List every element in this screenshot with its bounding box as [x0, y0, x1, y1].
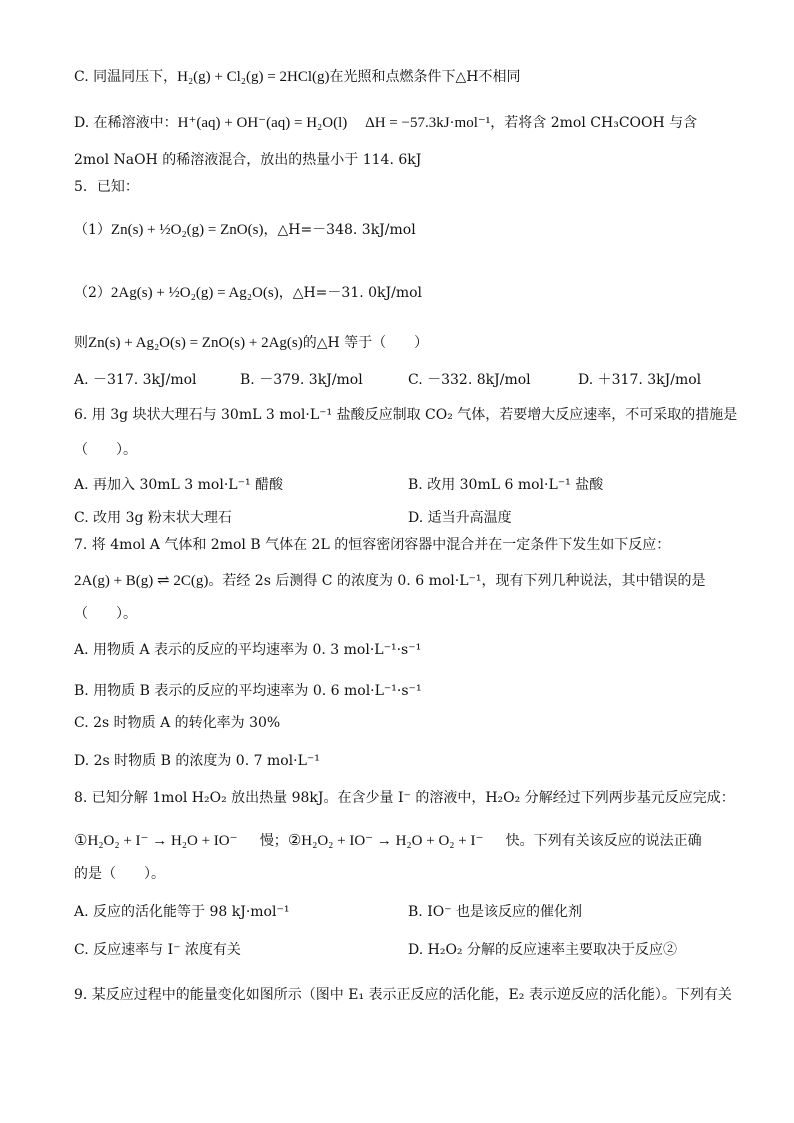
q5-r1-equation: Zn(s) + ½O₂(g) = ZnO(s) — [110, 222, 264, 238]
option-4d-enthalpy: ΔH = −57.3kJ·mol⁻¹ — [365, 115, 491, 131]
option-4c — [74, 67, 520, 87]
q6-option-b: B. 改用 30mL 6 mol·L⁻¹ 盐酸 — [408, 477, 604, 493]
option-4d — [74, 113, 697, 133]
q7-option-c: C. 2s 时物质 A 的转化率为 30% — [74, 715, 281, 731]
option-4c-equation: H₂(g) + Cl₂(g) = 2HCl(g) — [177, 69, 330, 85]
q5-r1-enthalpy: ，△H=－348. 3kJ/mol — [263, 222, 416, 238]
q5-r1-label: （1） — [74, 222, 111, 238]
q6-option-a: A. 再加入 30mL 3 mol·L⁻¹ 醋酸 — [74, 477, 284, 493]
q8-step1-speed: 慢； — [259, 833, 288, 849]
q5-ask-equation: Zn(s) + Ag₂O(s) = ZnO(s) + 2Ag(s) — [88, 335, 303, 351]
q8-stem-line3: 的是（ ）。 — [74, 866, 165, 882]
q7-option-a: A. 用物质 A 表示的反应的平均速率为 0. 3 mol·L⁻¹·s⁻¹ — [74, 642, 422, 658]
q8-step2-tail: 快。下列有关该反应的说法正确 — [505, 833, 702, 849]
q7-equation: 2A(g) + B(g) ⇌ 2C(g) — [74, 573, 209, 589]
q8-option-c: C. 反应速率与 I⁻ 浓度有关 — [74, 942, 241, 958]
q8-option-b: B. IO⁻ 也是该反应的催化剂 — [408, 904, 583, 920]
q7-stem-line2 — [74, 571, 706, 591]
q9-stem: 9. 某反应过程中的能量变化如图所示（图中 E₁ 表示正反应的活化能，E₂ 表示逆反应的活化能）。下列有关 — [74, 987, 732, 1003]
option-4d-tail: ，若将含 2mol CH₃COOH 与含 — [490, 115, 698, 131]
q5-reaction-1 — [74, 220, 416, 240]
option-4d-line2: 2mol NaOH 的稀溶液混合，放出的热量小于 114. 6kJ — [74, 152, 422, 168]
q5-r2-equation: 2Ag(s) + ½O₂(g) = Ag₂O(s) — [110, 285, 279, 301]
q5-r2-label: （2） — [74, 285, 111, 301]
q5-r2-enthalpy: ，△H=－31. 0kJ/mol — [278, 285, 423, 301]
q7-stem-line2-tail: 。若经 2s 后测得 C 的浓度为 0. 6 mol·L⁻¹，现有下列几种说法，其中错误的是 — [208, 573, 706, 589]
q8-step1-equation: ①H₂O₂ + I⁻ → H₂O + IO⁻ — [74, 833, 238, 849]
q8-stem-line1: 8. 已知分解 1mol H₂O₂ 放出热量 98kJ。在含少量 I⁻ 的溶液中，H₂O₂ 分解经过下列两步基元反应完成： — [74, 790, 735, 806]
option-4c-lead: C. 同温同压下， — [74, 69, 178, 85]
q5-option-b: B. －379. 3kJ/mol — [240, 372, 363, 388]
q5-stem: 5．已知： — [74, 179, 139, 195]
q8-step2-equation: ②H₂O₂ + IO⁻ → H₂O + O₂ + I⁻ — [287, 833, 484, 849]
q5-ask — [74, 333, 428, 353]
q8-stem-line2 — [74, 831, 702, 851]
q6-stem-line1: 6. 用 3g 块状大理石与 30mL 3 mol·L⁻¹ 盐酸反应制取 CO₂ 气体，若要增大反应速率，不可采取的措施是 — [74, 407, 738, 423]
q5-ask-lead: 则 — [74, 335, 88, 351]
option-4d-equation: H⁺(aq) + OH⁻(aq) = H₂O(l) — [177, 115, 348, 131]
q6-option-c: C. 改用 3g 粉末状大理石 — [74, 510, 232, 526]
option-4c-tail: 在光照和点燃条件下△H不相同 — [329, 69, 521, 85]
option-4d-lead: D. 在稀溶液中： — [74, 115, 178, 131]
q5-option-a: A. －317. 3kJ/mol — [74, 372, 197, 388]
q5-option-d: D. ＋317. 3kJ/mol — [578, 372, 702, 388]
q7-option-d: D. 2s 时物质 B 的浓度为 0. 7 mol·L⁻¹ — [74, 753, 320, 769]
q5-option-c: C. －332. 8kJ/mol — [408, 372, 531, 388]
q6-option-d: D. 适当升高温度 — [408, 510, 512, 526]
q7-stem-line3: （ ）。 — [74, 606, 137, 622]
q6-stem-line2: （ ）。 — [74, 442, 137, 458]
q8-option-d: D. H₂O₂ 分解的反应速率主要取决于反应② — [408, 942, 677, 958]
q8-option-a: A. 反应的活化能等于 98 kJ·mol⁻¹ — [74, 904, 290, 920]
q5-ask-tail: 的△H 等于（ ） — [302, 335, 429, 351]
q7-stem-line1: 7. 将 4mol A 气体和 2mol B 气体在 2L 的恒容密闭容器中混合并在一定条件下发生如下反应： — [74, 537, 671, 553]
q7-option-b: B. 用物质 B 表示的反应的平均速率为 0. 6 mol·L⁻¹·s⁻¹ — [74, 683, 422, 699]
q5-reaction-2 — [74, 283, 422, 303]
